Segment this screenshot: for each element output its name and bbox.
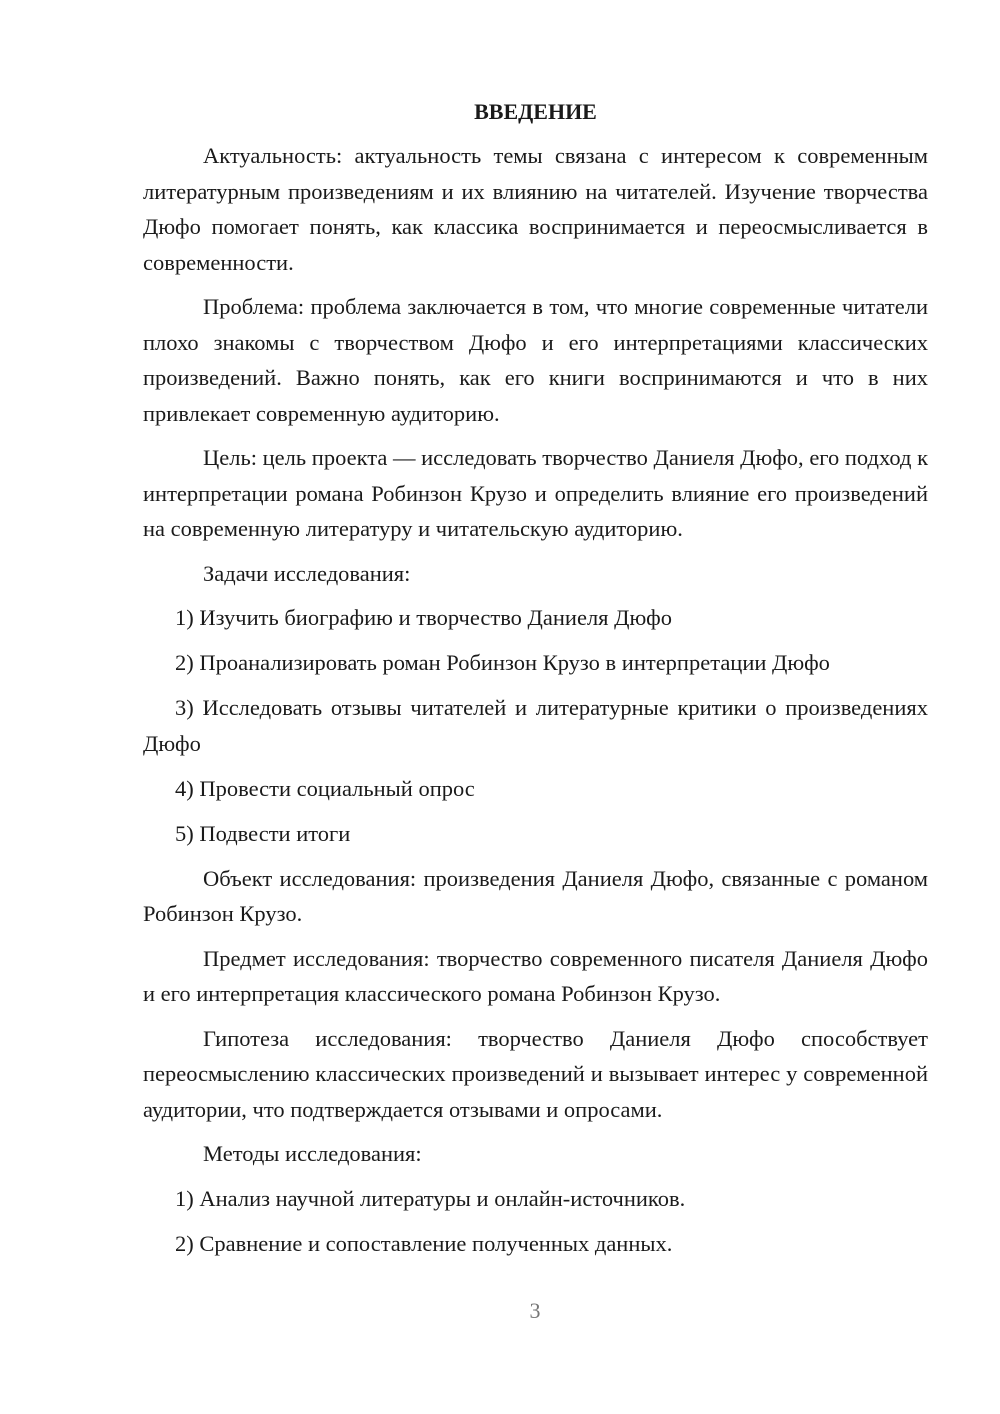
section-title: ВВЕДЕНИЕ [474,99,597,124]
method-item: 1) Анализ научной литературы и онлайн-источников. [175,1185,686,1211]
tasks-heading: Задачи исследования: [203,560,411,586]
page-number: 3 [529,1298,541,1323]
method-item: 2) Сравнение и сопоставление полученных данных. [175,1230,673,1256]
goal-paragraph: Цель: цель проекта — исследовать творчество Даниеля Дюфо, его подход к интерпретации романа Робинзон Крузо и определить влияние его произведений на современную литературу и читательскую аудиторию. [143,445,928,541]
task-item: 1) Изучить биографию и творчество Даниеля Дюфо [175,605,673,630]
object-paragraph: Объект исследования: произведения Даниеля Дюфо, связанные с романом Робинзон Крузо. [143,865,928,926]
methods-heading: Методы исследования: [203,1141,422,1166]
document-page [143,95,928,1271]
problem-paragraph: Проблема: проблема заключается в том, что многие современные читатели плохо знакомы с творчеством Дюфо и его интерпретациями классических произведений. Важно понять, как его книги воспринимаются и что в них привлекает современную аудиторию. [143,294,928,426]
task-item: 2) Проанализировать роман Робинзон Крузо в интерпретации Дюфо [175,650,830,675]
actuality-paragraph: Актуальность: актуальность темы связана с интересом к современным литературным произведениям и их влиянию на читателей. Изучение творчества Дюфо помогает понять, как классика воспринимается и переосмысливается в современности. [143,143,928,275]
hypothesis-paragraph: Гипотеза исследования: творчество Даниеля Дюфо способствует переосмыслению классических произведений и вызывает интерес у современной аудитории, что подтверждается отзывами и опросами. [143,1025,928,1122]
task-item: 4) Провести социальный опрос [175,775,475,801]
task-item: 3) Исследовать отзывы читателей и литературные критики о произведениях Дюфо [143,695,928,756]
subject-paragraph: Предмет исследования: творчество современного писателя Даниеля Дюфо и его интерпретация классического романа Робинзон Крузо. [143,945,928,1006]
task-item: 5) Подвести итоги [175,820,351,846]
